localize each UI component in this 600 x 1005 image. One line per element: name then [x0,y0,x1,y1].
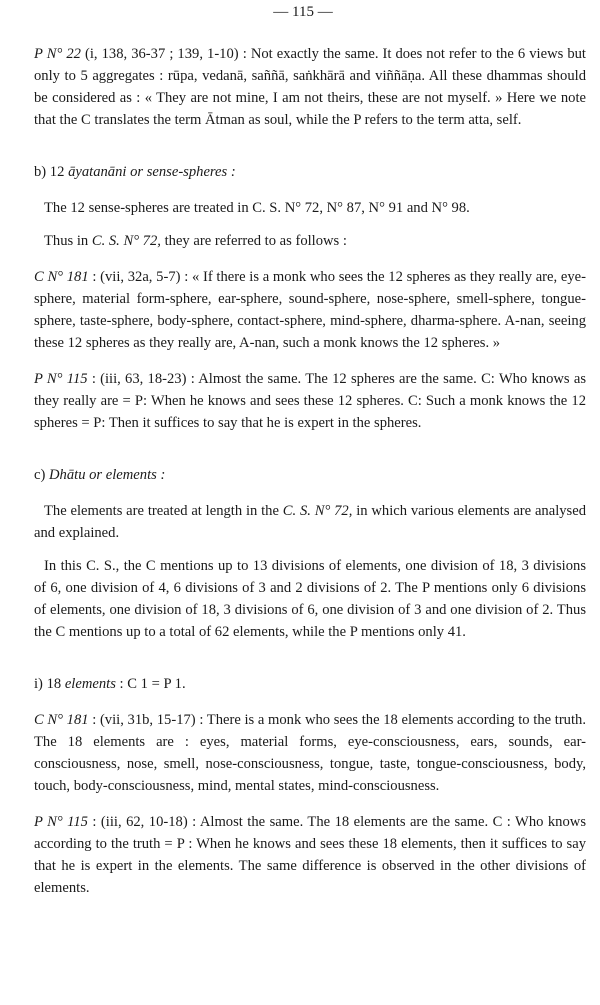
paragraph-text: : Not exactly the same. It does not refer to the 6 views but only to 5 aggregates : rūpa, vedanā, saññā, saṅkhārā and viññāṇa. All these dhammas should be considered as : « They are not mine, I am not theirs, these are not myself. » Here we note that the C translates the term Ātman as soul, while the P refers to the term atta, self. [34,46,586,128]
citation: : (iii, 63, 18-23) [91,371,187,387]
paragraph-text: : Almost the same. The 12 spheres are the same. C: Who knows as they really are = P: When he knows and sees these 12 spheres. C: Such a monk knows the 12 spheres = P: Then it suffices to say that he is expert in the spheres. [34,371,586,431]
paragraph-thus [34,230,586,252]
paragraph-p-22 [34,43,586,131]
section-prefix: c) [34,467,46,483]
section-suffix: : C 1 = P 1. [119,676,186,692]
section-heading-b [34,161,586,183]
citation: : (vii, 32a, 5-7) [92,269,181,285]
section-heading-c [34,464,586,486]
section-prefix: i) 18 [34,676,62,692]
paragraph-elements-treated [34,500,586,544]
paragraph-c-181-elements [34,709,586,797]
paragraph-text: : « If there is a monk who sees the 12 spheres as they really are, eye-sphere, material form-sphere, ear-sphere, sound-sphere, nose-sphere, smell-sphere, tongue-sphere, taste-sphere, body-sphere, contact-sphere, mind-sphere, dharma-sphere. A-nan, seeing these 12 spheres as they really are, A-nan, such a monk knows the 12 spheres. » [34,269,586,351]
paragraph-divisions: In this C. S., the C mentions up to 13 divisions of elements, one division of 18, 3 divisions of 6, one division of 4, 6 divisions of 3 and 2 divisions of 2. The P mentions only 6 divisions of elements, one division of 18, 3 divisions of 6, one division of 3 and one division of 2. Thus the C mentions up to a total of 62 elements, while the P mentions only 41. [34,558,586,640]
section-title: āyatanāni or sense-spheres : [68,164,236,180]
paragraph-sense-spheres: The 12 sense-spheres are treated in C. S. N° 72, N° 87, N° 91 and N° 98. [44,200,470,216]
section-title: elements [64,676,116,692]
paragraph-text: : There is a monk who sees the 18 elements according to the truth. The 18 elements are : eyes, material forms, eye-consciousness, ears, sounds, ear-consciousness, nose, smell, nose-consciousness, tongue, taste, tongue-consciousness, body, touch, body-consciousness, mind, mental states, mind-consciousness. [34,712,586,794]
paragraph-c-181-spheres [34,266,586,354]
reference-label: P N° 115 [34,814,88,830]
text-post: they are referred to as follows : [164,233,347,249]
reference-label: C N° 181 [34,712,89,728]
text-pre: The elements are treated at length in the [44,503,279,519]
page-number: — 115 — [273,4,333,20]
reference-label: C. S. N° 72, [91,233,161,249]
citation: (i, 138, 36-37 ; 139, 1-10) [85,46,239,62]
reference-label: C. S. N° 72, [282,503,353,519]
paragraph-text: : Almost the same. The 18 elements are the same. C : Who knows according to the truth = P : When he knows and sees these 18 elements, then it suffices to say that he is expert in the elements. The same difference is observed in the other divisions of elements. [34,814,586,896]
reference-label: C N° 181 [34,269,89,285]
section-heading-i [34,673,586,695]
section-prefix: b) 12 [34,164,65,180]
paragraph-p-115-elements [34,811,586,899]
text-pre: Thus in [44,233,89,249]
citation: : (vii, 31b, 15-17) [92,712,196,728]
text-post: in which various elements are analysed and explained. [34,503,587,541]
section-title: Dhātu or elements : [49,467,166,483]
citation: : (iii, 62, 10-18) [92,814,188,830]
reference-label: P N° 22 [34,46,81,62]
reference-label: P N° 115 [34,371,88,387]
paragraph-p-115-spheres [34,368,586,434]
